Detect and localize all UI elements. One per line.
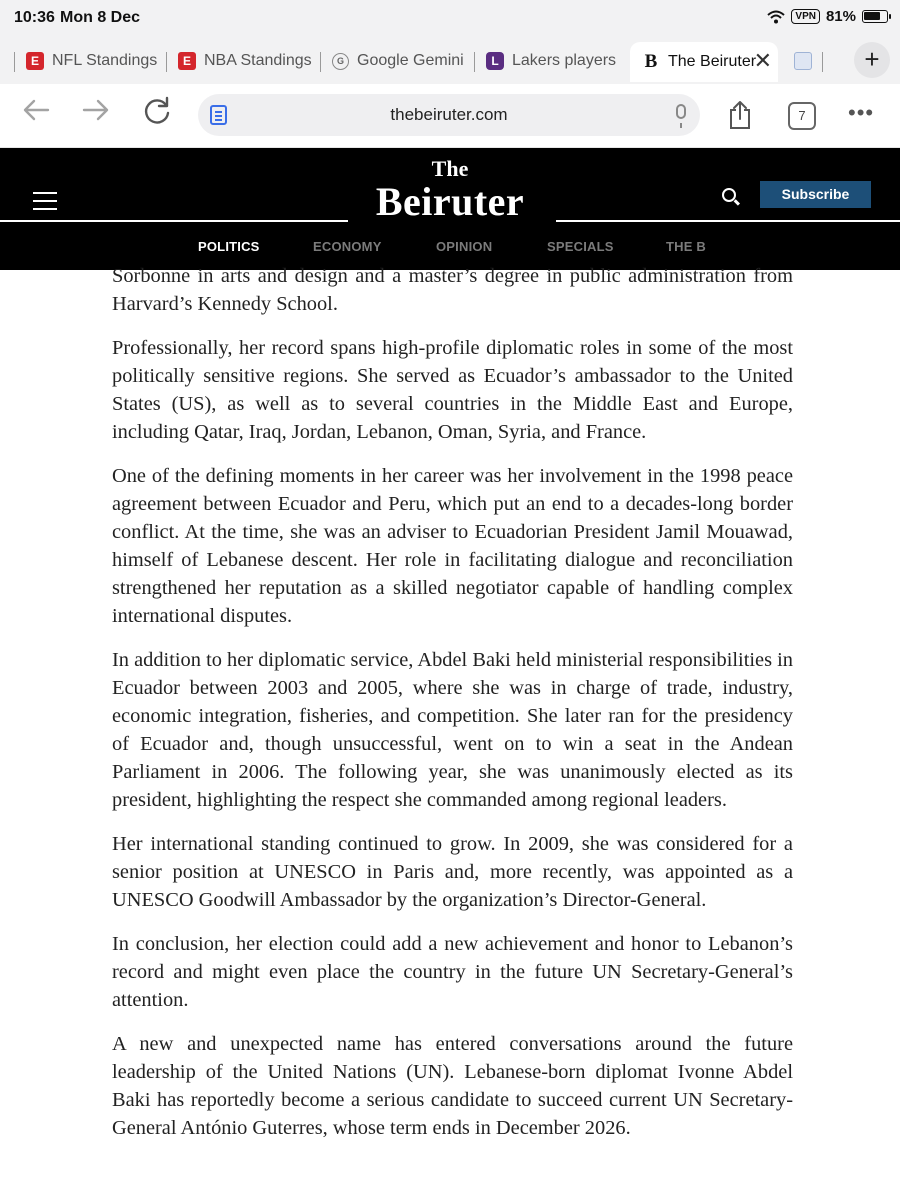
search-icon[interactable] — [722, 188, 736, 202]
more-icon[interactable]: ••• — [848, 100, 875, 125]
subscribe-button[interactable]: Subscribe — [760, 181, 871, 208]
article-paragraph: A new and unexpected name has entered conversations around the future leadership of the United Nations (UN). Lebanese-born diplomat Ivonne Abdel Baki has reportedly become a serious candidate to succeed current UN Secretary-General António Guterres, whose term ends in December 2026. — [112, 1033, 793, 1139]
tab-bar — [0, 36, 900, 84]
tab-separator — [14, 52, 15, 72]
status-bar — [0, 0, 900, 36]
article-paragraph: Sorbonne in arts and design and a master’s degree in public administration from Harvard’s Kennedy School. — [112, 265, 793, 315]
status-right — [767, 8, 888, 25]
tab-label: Lakers players — [512, 52, 617, 69]
tab-label: NBA Standings — [204, 52, 312, 69]
tab-lakers-players[interactable] — [474, 44, 624, 78]
tab-google-gemini[interactable] — [320, 44, 470, 78]
share-button[interactable] — [728, 100, 752, 126]
tab-separator — [166, 52, 167, 72]
tab-separator — [822, 52, 823, 72]
header-rule-left — [0, 220, 348, 222]
nav-politics[interactable]: POLITICS — [198, 239, 260, 254]
article-paragraph: Professionally, her record spans high-profile diplomatic roles in some of the most politically sensitive regions. She served as Ecuador’s ambassador to the United States (US), as well as to several countries in the Middle East and Europe, including Qatar, Iraq, Jordan, Lebanon, Oman, Syria, and France. — [112, 337, 793, 443]
logo-main: Beiruter — [375, 179, 525, 224]
microphone-icon[interactable] — [676, 104, 686, 119]
arrow-right-icon — [82, 98, 110, 122]
menu-icon[interactable] — [33, 192, 57, 210]
forward-button[interactable] — [82, 98, 110, 127]
browser-toolbar — [0, 84, 900, 148]
tab-the-beiruter[interactable] — [630, 42, 778, 82]
article-paragraph: One of the defining moments in her career was her involvement in the 1998 peace agreement between Ecuador and Peru, which put an end to a decades-long border conflict. At the time, she was an adviser to Ecuadorian President Jamil Mouawad, himself of Lebanese descent. Her role in facilitating dialogue and reconciliation strengthened her reputation as a skilled negotiator capable of handling complex international disputes. — [112, 465, 793, 627]
tab-document[interactable] — [782, 44, 834, 78]
tab-count-button[interactable]: 7 — [788, 102, 816, 130]
url-text[interactable]: thebeiruter.com — [390, 105, 508, 124]
document-icon — [794, 52, 812, 70]
lakers-icon: L — [486, 52, 504, 70]
site-logo[interactable] — [350, 158, 550, 228]
article-paragraph: In addition to her diplomatic service, Abdel Baki held ministerial responsibilities in Ecuador between 2003 and 2005, where she was in charge of trade, industry, economic integration, fisheries, and competition. She later ran for the presidency of Ecuador and, though unsuccessful, went on to win a seat in the Andean Parliament in 2006. The following year, she was unanimously elected as its president, highlighting the respect she commanded among regional leaders. — [112, 649, 793, 811]
wifi-icon — [767, 10, 785, 24]
nav-specials[interactable]: SPECIALS — [547, 239, 614, 254]
new-tab-button[interactable]: + — [854, 42, 890, 78]
battery-percent: 81% — [825, 8, 856, 25]
espn-icon: E — [26, 52, 44, 70]
vpn-badge: VPN — [791, 9, 820, 24]
reload-button[interactable] — [142, 96, 172, 131]
article-body — [112, 262, 793, 1200]
nav-the-b[interactable]: THE B — [666, 239, 706, 254]
share-icon — [728, 100, 752, 130]
tab-nfl-standings[interactable] — [14, 44, 164, 78]
espn-icon: E — [178, 52, 196, 70]
address-bar[interactable] — [198, 94, 700, 136]
battery-icon — [862, 10, 888, 23]
reload-icon — [142, 96, 172, 126]
battery-fill — [864, 12, 880, 20]
nav-opinion[interactable]: OPINION — [436, 239, 493, 254]
tab-label: The Beiruter — [668, 53, 757, 70]
site-header — [0, 148, 900, 270]
article-paragraph: In conclusion, her election could add a new achievement and honor to Lebanon’s record and might even place the country in the future UN Secretary-General’s attention. — [112, 933, 793, 1011]
beiruter-icon: B — [644, 51, 658, 72]
tab-label: NFL Standings — [52, 52, 158, 69]
tab-separator — [474, 52, 475, 72]
tab-nba-standings[interactable] — [166, 44, 316, 78]
arrow-left-icon — [22, 98, 50, 122]
nav-economy[interactable]: ECONOMY — [313, 239, 382, 254]
close-icon[interactable]: ✕ — [753, 48, 772, 73]
tab-separator — [320, 52, 321, 72]
article-paragraph: Her international standing continued to grow. In 2009, she was considered for a senior position at UNESCO in Paris and, more recently, was appointed as a UNESCO Goodwill Ambassador by the organization’s Director-General. — [112, 833, 793, 911]
globe-icon: G — [332, 53, 349, 70]
status-date: Mon 8 Dec — [60, 9, 141, 26]
logo-the: The — [431, 156, 469, 181]
back-button[interactable] — [22, 98, 50, 127]
tab-label: Google Gemini — [357, 52, 464, 69]
header-rule-right — [556, 220, 900, 222]
status-time: 10:36 — [14, 9, 55, 26]
